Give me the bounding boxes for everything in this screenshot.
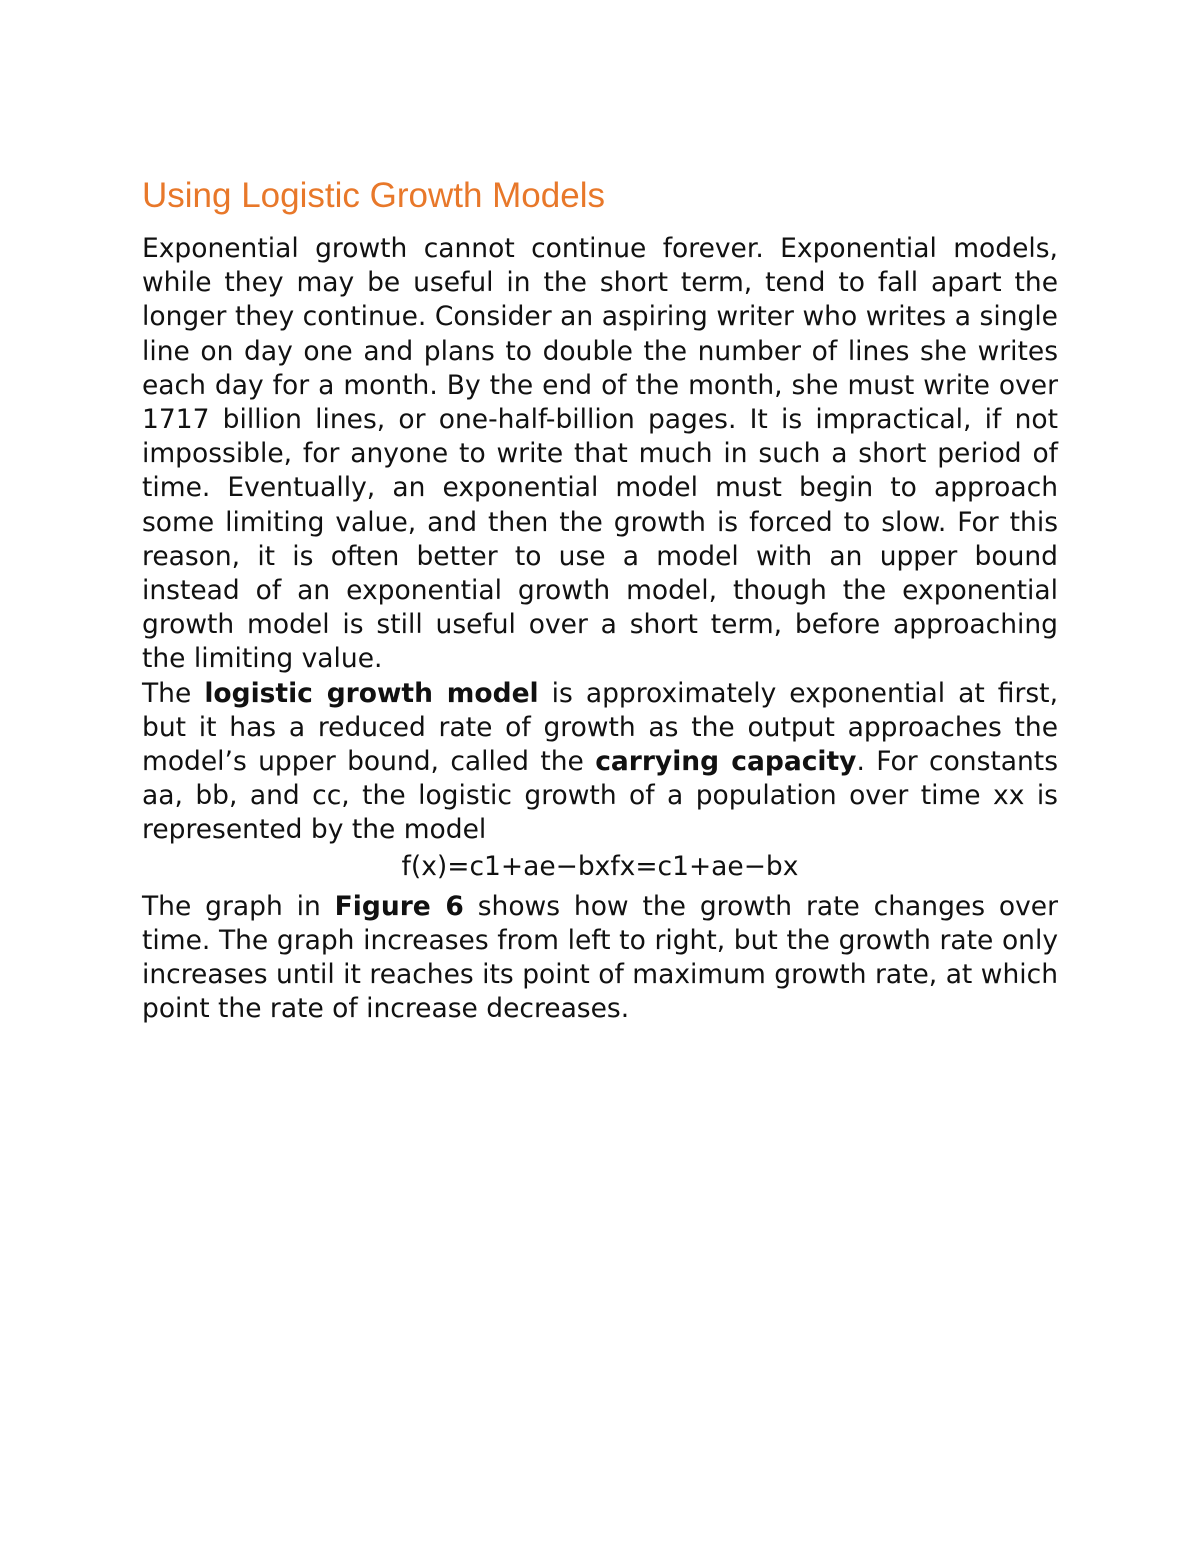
- section-heading: Using Logistic Growth Models: [142, 176, 605, 215]
- term-logistic-growth-model: logistic growth model: [204, 677, 539, 709]
- figure-reference: Figure 6: [334, 890, 464, 922]
- paragraph-exponential-growth: Exponential growth cannot continue forever. Exponential models, while they may be useful in the short term, tend to fall apart the longer they continue. Consider an aspiring writer who writes a single line on day one and plans to double the number of lines she writes each day for a month. By the end of the month, she must write over 1717 billion lines, or one-half-billion pages. It is impractical, if not impossible, for anyone to write that much in such a short period of time. Eventually, an exponential model must begin to approach some limiting value, and then the growth is forced to slow. For this reason, it is often better to use a model with an upper bound instead of an exponential growth model, though the exponential growth model is still useful over a short term, before approaching the limiting value.: [142, 233, 1058, 675]
- para2-intro: The: [142, 677, 205, 709]
- logistic-formula: f(x)=c1+ae−bxfx=c1+ae−bx: [401, 850, 799, 882]
- paragraph-logistic-model: [142, 677, 1058, 848]
- paragraph-figure-description: [142, 890, 1058, 1027]
- para3-rest: shows how the growth rate changes over time. The graph increases from left to right, but the growth rate only increases until it reaches its point of maximum growth rate, at which point the rate of increase decreases.: [142, 890, 1058, 1025]
- para2-rest: . For constants aa, bb, and cc, the logistic growth of a population over time xx is represented by the model: [142, 746, 1058, 846]
- para3-intro: The graph in: [142, 890, 335, 922]
- term-carrying-capacity: carrying capacity: [595, 746, 857, 778]
- para2-mid: is approximately exponential at first, but it has a reduced rate of growth as the output approaches the model’s upper bound, called the: [142, 677, 1058, 778]
- document-page: [142, 168, 1058, 1026]
